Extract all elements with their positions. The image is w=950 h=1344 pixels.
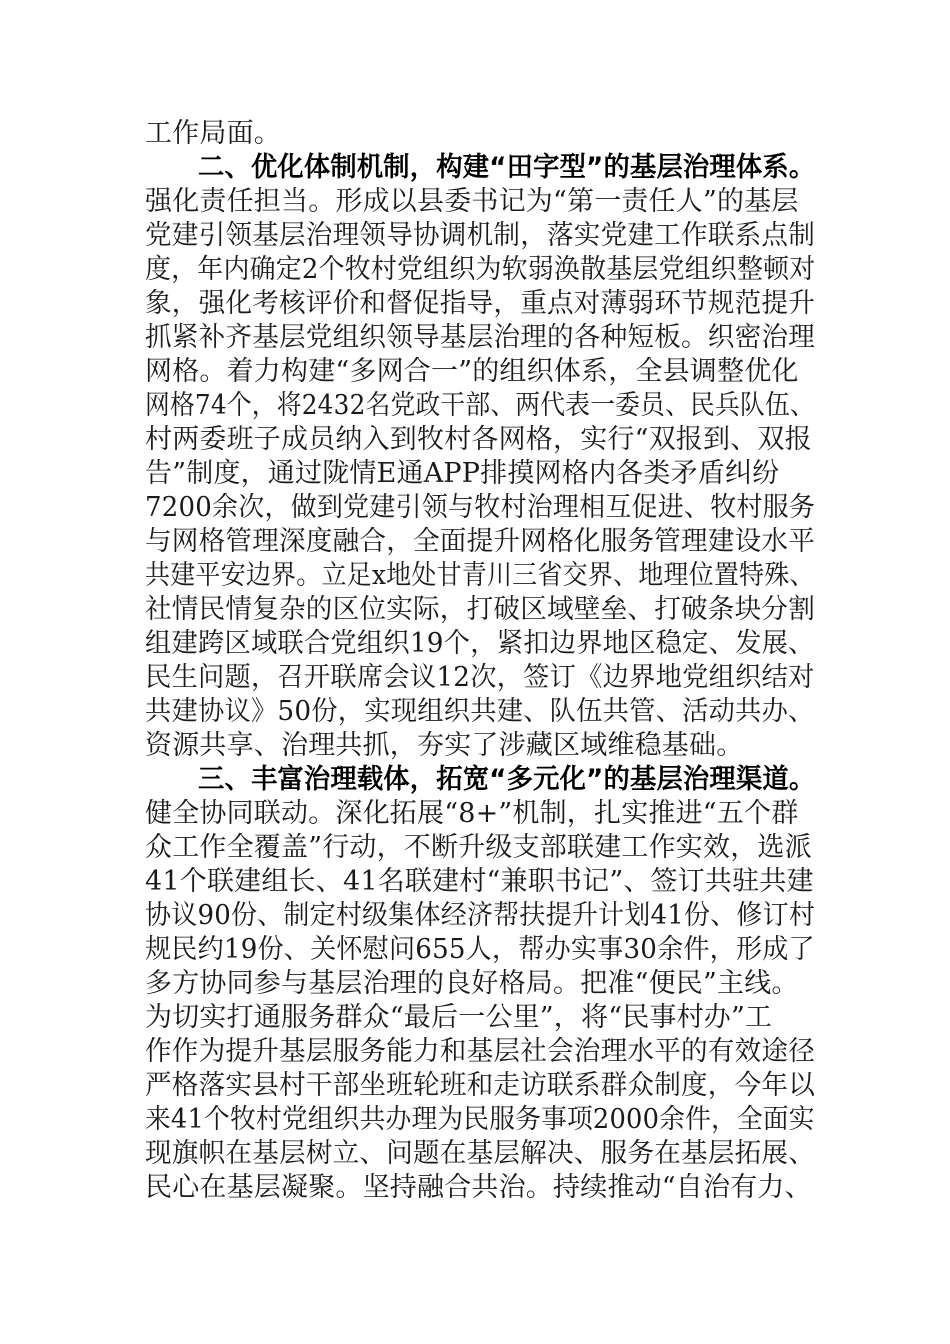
body-text-line: 作作为提升基层服务能力和基层社会治理水平的有效途径 — [145, 1036, 816, 1067]
body-text-line: 告”制度，通过陇情E通APP排摸网格内各类矛盾纠纷 — [145, 458, 780, 489]
body-text-line: 多方协同参与基层治理的良好格局。把准“便民”主线。 — [145, 968, 799, 999]
body-text-line: 现旗帜在基层树立、问题在基层解决、服务在基层拓展、 — [145, 1138, 816, 1169]
body-text-line: 健全协同联动。深化拓展“8+”机制，扎实推进“五个群 — [145, 798, 799, 829]
section-heading-2: 二、优化体制机制，构建“田字型”的基层治理体系。 — [198, 152, 816, 183]
body-text-line: 与网格管理深度融合，全面提升网格化服务管理建设水平 — [145, 526, 816, 557]
body-text-line: 民生问题，召开联席会议12次，签订《边界地党组织结对 — [145, 662, 815, 693]
body-text-line: 党建引领基层治理领导协调机制，落实党建工作联系点制 — [145, 220, 816, 251]
body-text-line: 强化责任担当。形成以县委书记为“第一责任人”的基层 — [145, 186, 799, 217]
body-text-line: 严格落实县村干部坐班轮班和走访联系群众制度，今年以 — [145, 1070, 816, 1101]
body-text-line: 象，强化考核评价和督促指导，重点对薄弱环节规范提升 — [145, 288, 816, 319]
body-text-line: 规民约19份、关怀慰问655人，帮办实事30余件，形成了 — [145, 934, 815, 965]
body-text-line: 协议90份、制定村级集体经济帮扶提升计划41份、修订村 — [145, 900, 816, 931]
body-text-line: 网格。着力构建“多网合一”的组织体系，全县调整优化 — [145, 356, 799, 387]
body-text-line: 41个联建组长、41名联建村“兼职书记”、签订共驻共建 — [145, 866, 814, 897]
section-heading-3: 三、丰富治理载体，拓宽“多元化”的基层治理渠道。 — [198, 764, 816, 795]
body-text-line: 社情民情复杂的区位实际，打破区域壁垒、打破条块分割 — [145, 594, 816, 625]
body-text-line: 共建平安边界。立足x地处甘青川三省交界、地理位置特殊、 — [145, 560, 815, 591]
body-text-line: 7200余次，做到党建引领与牧村治理相互促进、牧村服务 — [145, 492, 816, 523]
body-text-line: 工作局面。 — [145, 118, 281, 149]
body-text-line: 网格74个，将2432名党政干部、两代表一委员、民兵队伍、 — [145, 390, 815, 421]
body-text-line: 村两委班子成员纳入到牧村各网格，实行“双报到、双报 — [145, 424, 812, 455]
body-text-line: 为切实打通服务群众“最后一公里”，将“民事村办”工 — [145, 1002, 773, 1033]
body-text-line: 来41个牧村党组织共办理为民服务事项2000余件，全面实 — [145, 1104, 815, 1135]
body-text-line: 抓紧补齐基层党组织领导基层治理的各种短板。织密治理 — [145, 322, 816, 353]
body-text-line: 组建跨区域联合党组织19个，紧扣边界地区稳定、发展、 — [145, 628, 815, 659]
body-text-line: 度，年内确定2个牧村党组织为软弱涣散基层党组织整顿对 — [145, 254, 816, 285]
body-text-line: 资源共享、治理共抓，夯实了涉藏区域维稳基础。 — [145, 730, 744, 761]
body-text-line: 民心在基层凝聚。坚持融合共治。持续推动“自治有力、 — [145, 1172, 812, 1203]
body-text-line: 众工作全覆盖”行动，不断升级支部联建工作实效，选派 — [145, 832, 812, 863]
body-text-line: 共建协议》50份，实现组织共建、队伍共管、活动共办、 — [145, 696, 815, 727]
